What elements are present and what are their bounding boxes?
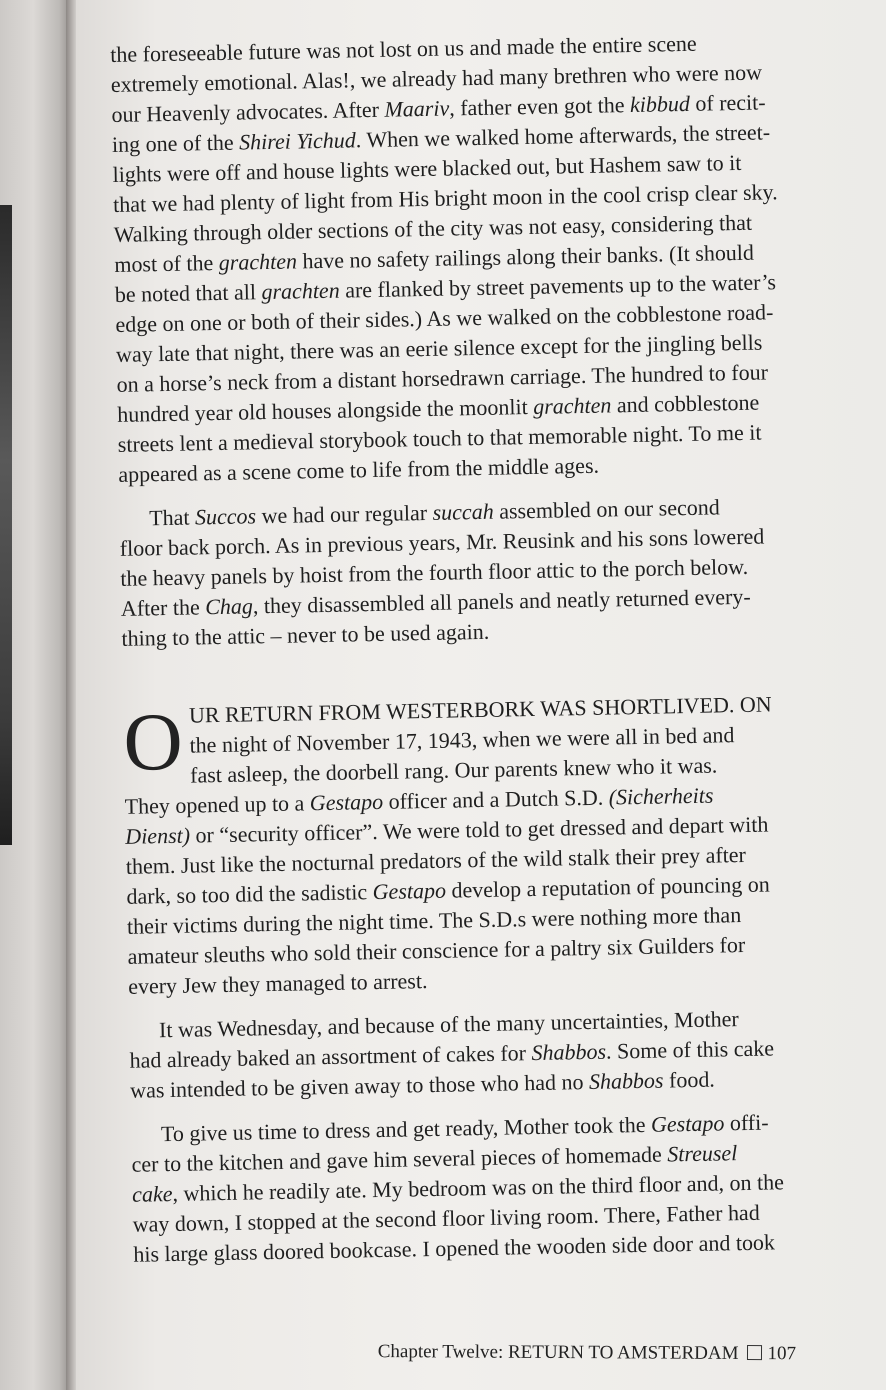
text-line: thing to the attic – never to be used again. — [121, 618, 490, 651]
text-line: appeared as a scene come to life from the middle ages. — [118, 452, 600, 487]
page-number: 107 — [767, 1343, 797, 1365]
text-line: lights were off and house lights were blacked out, but Hashem saw to it — [112, 149, 742, 187]
drop-cap-lines — [123, 689, 805, 792]
text-line: had already baked an assortment of cakes for Shabbos. Some of this cake — [129, 1035, 775, 1073]
book-page — [76, 0, 886, 1390]
paragraph-moonlit-walk — [110, 27, 799, 490]
text-line: that we had plenty of light from His bright moon in the cool crisp clear sky. — [112, 179, 778, 217]
text-line: Dienst) or “security officer”. We were told to get dressed and depart with — [125, 811, 769, 849]
text-line: floor back porch. As in previous years, Mr. Reusink and his sons lowered — [119, 523, 765, 561]
text-line: To give us time to dress and get ready, Mother took the Gestapo offi- — [160, 1109, 769, 1147]
section-opening — [123, 689, 805, 792]
text-line: way late that night, there was an eerie silence except for the jingling bells — [115, 329, 763, 367]
text-line: amateur sleuths who sold their conscience for a paltry six Guilders for — [127, 931, 746, 969]
text-line: cer to the kitchen and gave him several pieces of homemade Streusel — [131, 1140, 738, 1177]
paragraph-getting-ready — [131, 1107, 814, 1270]
text-line: After the Chag, they disassembled all panels and neatly returned every- — [120, 583, 751, 621]
paragraph-succos — [119, 491, 802, 654]
text-line: edge on one or both of their sides.) As we walked on the cobblestone road- — [115, 299, 774, 337]
text-line: They opened up to a Gestapo officer and a Dutch S.D. (Sicherheits — [124, 782, 714, 819]
text-line: ing one of the Shirei Yichud. When we walked home afterwards, the street- — [111, 119, 771, 157]
text-line: cake, which he readily ate. My bedroom was on the third floor and, on the — [131, 1169, 785, 1207]
drop-cap-letter: O — [122, 695, 184, 788]
text-line: That Succos we had our regular succah assembled on our second — [148, 494, 720, 531]
square-box-icon — [746, 1345, 761, 1360]
page-body-text — [110, 27, 813, 1270]
text-line: the foreseeable future was not lost on us and made the entire scene — [110, 30, 697, 67]
text-line: extremely emotional. Alas!, we already had many brethren who were now — [110, 59, 763, 97]
text-line: on a horse’s neck from a distant horsedrawn carriage. The hundred to four — [116, 359, 769, 397]
text-line: Walking through older sections of the city was not easy, considering that — [113, 209, 753, 247]
text-line: dark, so too did the sadistic Gestapo develop a reputation of pouncing on — [126, 871, 770, 909]
text-line: It was Wednesday, and because of the many uncertainties, Mother — [158, 1006, 739, 1043]
text-line: every Jew they managed to arrest. — [127, 968, 428, 999]
text-line: their victims during the night time. The S.D.s were nothing more than — [126, 902, 742, 939]
running-footer — [316, 1341, 796, 1366]
chapter-title: Chapter Twelve: RETURN TO AMSTERDAM — [377, 1341, 739, 1364]
text-line: most of the grachten have no safety railings along their banks. (It should — [114, 239, 755, 277]
text-line: them. Just like the nocturnal predators of the wild stalk their prey after — [125, 841, 747, 879]
text-line: his large glass doored bookcase. I opened the wooden side door and took — [133, 1229, 776, 1267]
paragraph-wednesday-cakes — [129, 1003, 811, 1106]
text-line: was intended to be given away to those who had no Shabbos food. — [129, 1066, 716, 1103]
paragraph-gestapo-arrival — [124, 779, 808, 1002]
text-line: way down, I stopped at the second floor living room. There, Father had — [132, 1199, 760, 1237]
text-line: hundred year old houses alongside the moonlit grachten and cobblestone — [116, 389, 760, 427]
text-line: be noted that all grachten are flanked by street pavements up to the water’s — [114, 269, 777, 307]
facing-page-photo-edge — [0, 205, 12, 845]
text-line: our Heavenly advocates. After Maariv, father even got the kibbud of recit- — [111, 89, 766, 127]
text-line: the heavy panels by hoist from the fourth floor attic to the porch below. — [120, 553, 749, 591]
text-line: UR RETURN FROM WESTERBORK WAS SHORTLIVED. ON — [188, 691, 772, 728]
text-line: fast asleep, the doorbell rang. Our parents knew who it was. — [189, 752, 718, 788]
text-line: the night of November 17, 1943, when we were all in bed and — [189, 722, 735, 758]
text-line: streets lent a medieval storybook touch to that memorable night. To me it — [117, 419, 762, 457]
